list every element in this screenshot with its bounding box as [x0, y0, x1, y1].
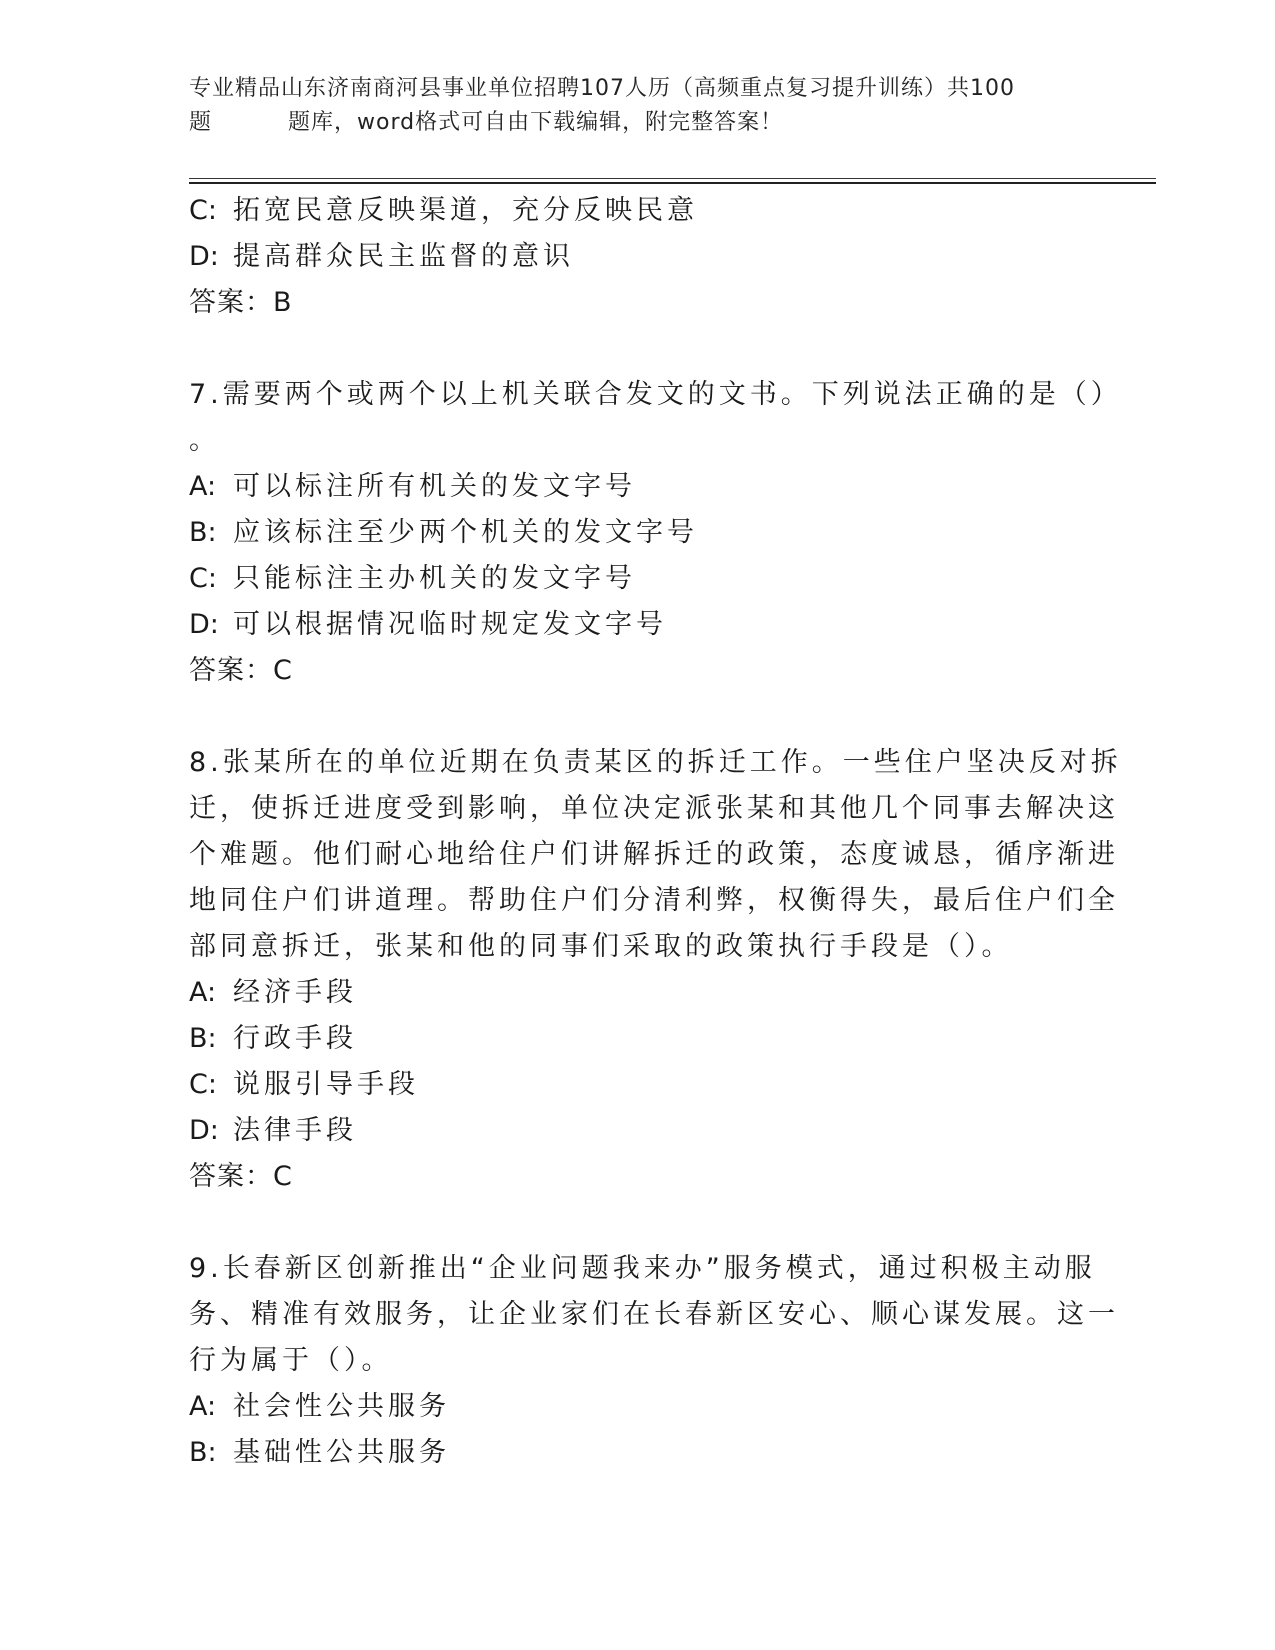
- option-row: [189, 1016, 1069, 1062]
- option-text: 社会性公共服务: [233, 1391, 450, 1422]
- option-key: C:: [189, 195, 217, 226]
- option-key: B:: [189, 517, 217, 548]
- option-row: [189, 556, 1069, 602]
- option-text: 说服引导手段: [233, 1069, 419, 1100]
- header-divider-thin: [189, 178, 1156, 179]
- question-text-line: 个难题。他们耐心地给住户们讲解拆迁的政策，态度诚恳，循序渐进: [189, 839, 1119, 870]
- option-row: [189, 1062, 1069, 1108]
- answer-line: 答案：C: [189, 1161, 293, 1192]
- option-row: [189, 1384, 1069, 1430]
- question-text-line: 7.需要两个或两个以上机关联合发文的文书。下列说法正确的是（）: [189, 379, 1122, 410]
- option-key: B:: [189, 1437, 217, 1468]
- question-text-line: 。: [189, 425, 220, 456]
- header-line2-start: 题: [189, 110, 213, 135]
- option-row: [189, 510, 1069, 556]
- option-key: D:: [189, 609, 219, 640]
- header-line2-rest: 题库，word格式可自由下载编辑，附完整答案！: [288, 110, 784, 135]
- option-row: [189, 188, 1069, 234]
- option-row: [189, 1108, 1069, 1154]
- question-text-line: 部同意拆迁，张某和他的同事们采取的政策执行手段是（）。: [189, 931, 1013, 962]
- option-key: C:: [189, 1069, 217, 1100]
- option-key: A:: [189, 471, 217, 502]
- option-text: 应该标注至少两个机关的发文字号: [233, 517, 698, 548]
- option-text: 基础性公共服务: [233, 1437, 450, 1468]
- option-row: [189, 234, 1069, 280]
- option-text: 可以根据情况临时规定发文字号: [233, 609, 667, 640]
- answer-line: 答案：C: [189, 655, 293, 686]
- question-text-line: 地同住户们讲道理。帮助住户们分清利弊，权衡得失，最后住户们全: [189, 885, 1119, 916]
- header-title-line: 专业精品山东济南商河县事业单位招聘107人历（高频重点复习提升训练）共100: [189, 76, 1015, 101]
- option-row: [189, 970, 1069, 1016]
- question-text-line: 行为属于（）。: [189, 1345, 393, 1376]
- option-key: C:: [189, 563, 217, 594]
- option-text: 经济手段: [233, 977, 357, 1008]
- option-text: 提高群众民主监督的意识: [233, 241, 574, 272]
- option-key: D:: [189, 241, 219, 272]
- option-row: [189, 602, 1069, 648]
- option-key: D:: [189, 1115, 219, 1146]
- header-divider-thick: [189, 182, 1156, 184]
- option-text: 可以标注所有机关的发文字号: [233, 471, 636, 502]
- option-row: [189, 464, 1069, 510]
- answer-line: 答案：B: [189, 287, 293, 318]
- option-text: 行政手段: [233, 1023, 357, 1054]
- question-text-line: 务、精准有效服务，让企业家们在长春新区安心、顺心谋发展。这一: [189, 1299, 1119, 1330]
- option-text: 拓宽民意反映渠道，充分反映民意: [233, 195, 698, 226]
- question-text-line: 8.张某所在的单位近期在负责某区的拆迁工作。一些住户坚决反对拆: [189, 747, 1122, 778]
- option-key: A:: [189, 977, 217, 1008]
- option-text: 只能标注主办机关的发文字号: [233, 563, 636, 594]
- question-content: [189, 188, 1122, 1476]
- option-row: [189, 1430, 1069, 1476]
- header-subtitle-line: [189, 106, 1089, 140]
- option-key: B:: [189, 1023, 217, 1054]
- question-text-line: 迁，使拆迁进度受到影响，单位决定派张某和其他几个同事去解决这: [189, 793, 1119, 824]
- question-text-line: 9.长春新区创新推出“企业问题我来办”服务模式，通过积极主动服: [189, 1253, 1096, 1284]
- option-key: A:: [189, 1391, 217, 1422]
- option-text: 法律手段: [233, 1115, 357, 1146]
- document-header: [189, 72, 1089, 140]
